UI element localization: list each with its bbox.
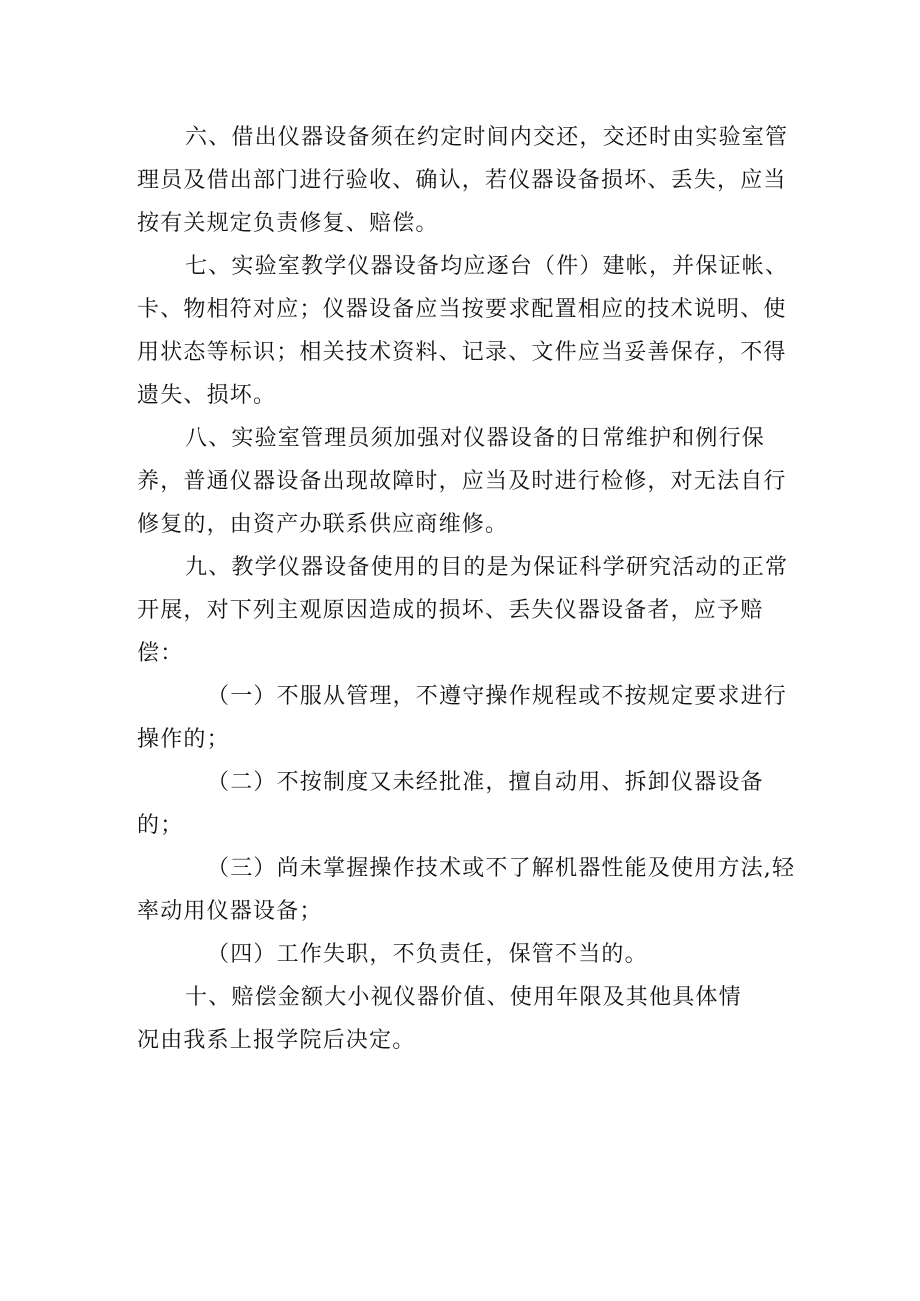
paragraph-7: 七、实验室教学仪器设备均应逐台（件）建帐，并保证帐、卡、物相符对应；仪器设备应当按要求配置相应的技术说明、使用状态等标识；相关技术资料、记录、文件应当妥善保存，不得遗失、损坏。 bbox=[137, 254, 789, 408]
sub-item-1: （一）不服从管理，不遵守操作规程或不按规定要求进行操作的； bbox=[137, 684, 788, 752]
paragraph-6: 六、借出仪器设备须在约定时间内交还，交还时由实验室管理员及借出部门进行验收、确认，若仪器设备损坏、丢失，应当按有关规定负责修复、赔偿。 bbox=[137, 125, 789, 236]
document-body bbox=[137, 116, 797, 1062]
paragraph-8: 八、实验室管理员须加强对仪器设备的日常维护和例行保养，普通仪器设备出现故障时，应当及时进行检修，对无法自行修复的，由资产办联系供应商维修。 bbox=[137, 426, 787, 537]
sub-item-3: （三）尚未掌握操作技术或不了解机器性能及使用方法,轻率动用仪器设备； bbox=[137, 856, 796, 924]
sub-item-4: （四）工作失职，不负责任，保管不当的。 bbox=[207, 942, 648, 967]
sub-item-2: （二）不按制度又未经批准，擅自动用、拆卸仪器设备的； bbox=[137, 770, 764, 838]
paragraph-10: 十、赔偿金额大小视仪器价值、使用年限及其他具体情况由我系上报学院后决定。 bbox=[137, 985, 742, 1053]
paragraph-9: 九、教学仪器设备使用的目的是为保证科学研究活动的正常开展，对下列主观原因造成的损坏、丢失仪器设备者，应予赔偿： bbox=[137, 555, 789, 666]
